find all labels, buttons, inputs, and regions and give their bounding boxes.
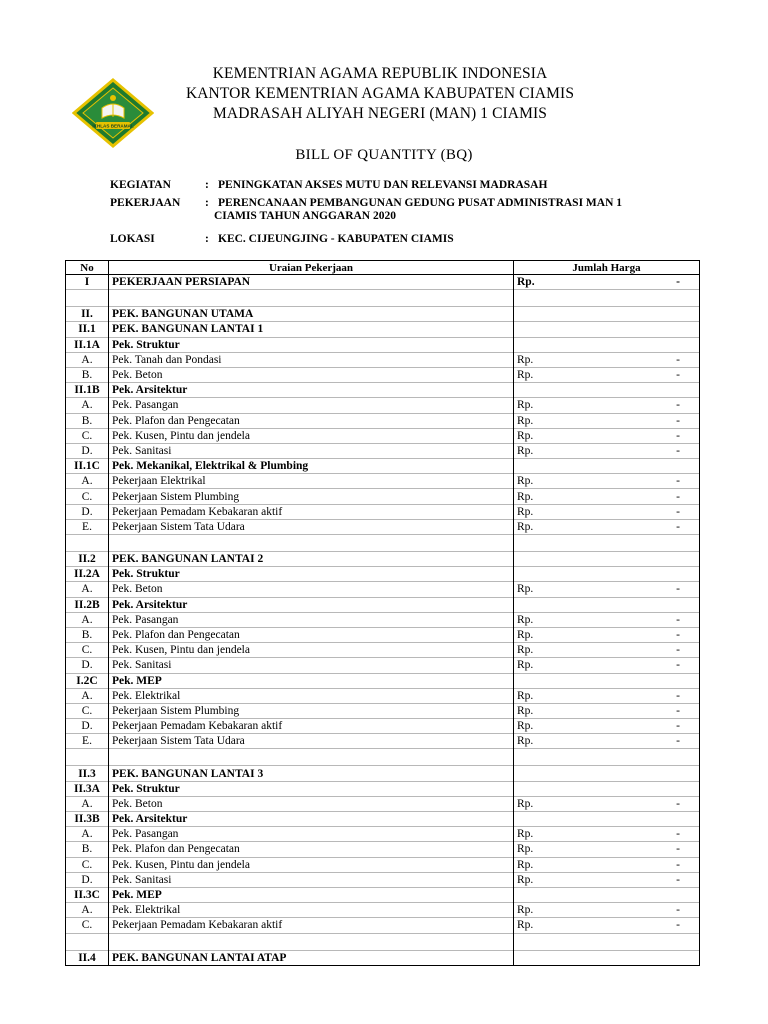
amount-value: - <box>676 583 680 596</box>
table-row <box>66 567 700 582</box>
item-description: Pek. Tanah dan Pondasi <box>109 352 514 367</box>
currency-label: Rp. <box>517 704 534 717</box>
currency-label: Rp. <box>517 399 534 412</box>
item-amount <box>514 673 700 688</box>
table-row <box>66 903 700 918</box>
item-description: Pek. Elektrikal <box>109 903 514 918</box>
item-number: II.1A <box>66 337 109 352</box>
currency-label: Rp. <box>517 797 534 810</box>
amount-cell <box>517 719 696 733</box>
amount-value: - <box>676 353 680 366</box>
item-amount <box>514 352 700 367</box>
item-description: Pek. Beton <box>109 582 514 597</box>
table-row <box>66 597 700 612</box>
currency-label: Rp. <box>517 873 534 886</box>
currency-label: Rp. <box>517 490 534 503</box>
amount-cell <box>517 398 696 412</box>
table-row <box>66 734 700 749</box>
item-description: Pek. Beton <box>109 367 514 382</box>
kegiatan-value: PENINGKATAN AKSES MUTU DAN RELEVANSI MADRASAH <box>218 179 548 191</box>
item-number: A. <box>66 612 109 627</box>
table-row <box>66 504 700 519</box>
item-description: Pek. Kusen, Pintu dan jendela <box>109 857 514 872</box>
item-description: Pekerjaan Sistem Plumbing <box>109 703 514 718</box>
item-number: A. <box>66 903 109 918</box>
item-amount <box>514 734 700 749</box>
item-number: D. <box>66 719 109 734</box>
item-amount <box>514 796 700 811</box>
item-description: Pek. Kusen, Pintu dan jendela <box>109 643 514 658</box>
amount-cell <box>517 414 696 428</box>
amount-cell <box>517 658 696 672</box>
item-description: PEK. BANGUNAN LANTAI ATAP <box>109 950 514 965</box>
amount-value: - <box>676 735 680 748</box>
letterhead-line-2: KANTOR KEMENTRIAN AGAMA KABUPATEN CIAMIS <box>185 85 575 102</box>
amount-value: - <box>676 843 680 856</box>
item-number: D. <box>66 872 109 887</box>
item-amount <box>514 459 700 474</box>
table-row <box>66 383 700 398</box>
amount-cell <box>517 704 696 718</box>
currency-label: Rp. <box>517 659 534 672</box>
item-amount <box>514 290 700 307</box>
item-number: II.3B <box>66 812 109 827</box>
document-title: BILL OF QUANTITY (BQ) <box>295 147 473 163</box>
table-row <box>66 827 700 842</box>
item-amount <box>514 504 700 519</box>
item-number <box>66 290 109 307</box>
amount-value: - <box>676 797 680 810</box>
item-amount <box>514 322 700 337</box>
item-description: Pek. Sanitasi <box>109 658 514 673</box>
item-amount <box>514 749 700 766</box>
amount-value: - <box>676 720 680 733</box>
table-row <box>66 796 700 811</box>
item-description: Pek. Pasangan <box>109 398 514 413</box>
amount-value: - <box>676 490 680 503</box>
item-number <box>66 749 109 766</box>
item-number: E. <box>66 519 109 534</box>
column-header-jumlah-harga: Jumlah Harga <box>514 261 700 275</box>
amount-value: - <box>676 475 680 488</box>
item-amount <box>514 597 700 612</box>
item-description: Pek. Plafon dan Pengecatan <box>109 842 514 857</box>
item-number: I <box>66 275 109 290</box>
currency-label: Rp. <box>517 353 534 366</box>
currency-label: Rp. <box>517 613 534 626</box>
item-description: Pek. Arsitektur <box>109 597 514 612</box>
amount-cell <box>517 797 696 811</box>
column-header-no: No <box>66 261 109 275</box>
colon: : <box>205 233 209 245</box>
item-amount <box>514 474 700 489</box>
table-row <box>66 367 700 382</box>
item-amount <box>514 383 700 398</box>
item-description: Pek. Struktur <box>109 337 514 352</box>
amount-cell <box>517 873 696 887</box>
item-description: Pek. Pasangan <box>109 612 514 627</box>
amount-value: - <box>676 644 680 657</box>
item-amount <box>514 367 700 382</box>
table-row <box>66 352 700 367</box>
currency-label: Rp. <box>517 629 534 642</box>
table-row <box>66 612 700 627</box>
amount-cell <box>517 520 696 534</box>
currency-label: Rp. <box>517 414 534 427</box>
colon: : <box>205 197 209 209</box>
table-row <box>66 627 700 642</box>
amount-cell <box>517 474 696 488</box>
table-body <box>66 275 700 966</box>
item-amount <box>514 582 700 597</box>
currency-label: Rp. <box>517 919 534 932</box>
item-amount <box>514 307 700 322</box>
amount-cell <box>517 444 696 458</box>
item-description: Pekerjaan Pemadam Kebakaran aktif <box>109 719 514 734</box>
item-number: B. <box>66 413 109 428</box>
table-row <box>66 643 700 658</box>
amount-cell <box>517 643 696 657</box>
amount-cell <box>517 429 696 443</box>
currency-label: Rp. <box>517 828 534 841</box>
currency-label: Rp. <box>517 583 534 596</box>
table-row <box>66 703 700 718</box>
currency-label: Rp. <box>517 369 534 382</box>
currency-label: Rp. <box>517 505 534 518</box>
table-row <box>66 812 700 827</box>
table-row <box>66 688 700 703</box>
item-number: II.2A <box>66 567 109 582</box>
item-number <box>66 535 109 552</box>
colon: : <box>205 179 209 191</box>
item-number: II.1 <box>66 322 109 337</box>
item-amount <box>514 842 700 857</box>
table-row <box>66 552 700 567</box>
letterhead-line-1: KEMENTRIAN AGAMA REPUBLIK INDONESIA <box>212 65 548 82</box>
letterhead <box>160 64 600 124</box>
amount-value: - <box>676 659 680 672</box>
table-row <box>66 918 700 933</box>
item-description: PEK. BANGUNAN LANTAI 2 <box>109 552 514 567</box>
item-number: B. <box>66 842 109 857</box>
item-description: Pek. Arsitektur <box>109 812 514 827</box>
item-description: Pek. MEP <box>109 673 514 688</box>
item-description <box>109 933 514 950</box>
bill-of-quantity-table <box>65 260 700 966</box>
item-amount <box>514 658 700 673</box>
table-row <box>66 337 700 352</box>
amount-cell <box>517 734 696 748</box>
item-amount <box>514 827 700 842</box>
item-description: Pek. Struktur <box>109 567 514 582</box>
item-amount <box>514 519 700 534</box>
item-amount <box>514 643 700 658</box>
table-row <box>66 673 700 688</box>
currency-label: Rp. <box>517 720 534 733</box>
item-description: Pekerjaan Pemadam Kebakaran aktif <box>109 504 514 519</box>
item-number: II.2B <box>66 597 109 612</box>
item-amount <box>514 703 700 718</box>
table-row <box>66 474 700 489</box>
table-row-spacer <box>66 933 700 950</box>
table-row <box>66 519 700 534</box>
table-row <box>66 719 700 734</box>
table-row <box>66 428 700 443</box>
table-row-spacer <box>66 749 700 766</box>
item-amount <box>514 443 700 458</box>
item-description: PEKERJAAN PERSIAPAN <box>109 275 514 290</box>
currency-label: Rp. <box>517 904 534 917</box>
item-number: A. <box>66 827 109 842</box>
amount-value: - <box>676 828 680 841</box>
item-description: Pekerjaan Elektrikal <box>109 474 514 489</box>
currency-label: Rp. <box>517 858 534 871</box>
amount-value: - <box>676 629 680 642</box>
item-number: C. <box>66 857 109 872</box>
item-amount <box>514 535 700 552</box>
item-amount <box>514 887 700 902</box>
amount-cell <box>517 903 696 917</box>
amount-value: - <box>676 704 680 717</box>
item-number: B. <box>66 627 109 642</box>
item-amount <box>514 950 700 965</box>
item-amount <box>514 781 700 796</box>
amount-cell <box>517 368 696 382</box>
item-amount <box>514 612 700 627</box>
item-number: D. <box>66 504 109 519</box>
item-number: II. <box>66 307 109 322</box>
item-description: Pek. Struktur <box>109 781 514 796</box>
item-number: II.3C <box>66 887 109 902</box>
item-description: Pek. Elektrikal <box>109 688 514 703</box>
item-amount <box>514 766 700 781</box>
item-description: PEK. BANGUNAN LANTAI 1 <box>109 322 514 337</box>
item-number: D. <box>66 443 109 458</box>
pekerjaan-value-line-1: PERENCANAAN PEMBANGUNAN GEDUNG PUSAT ADMINISTRASI MAN 1 <box>218 197 623 209</box>
table-row <box>66 307 700 322</box>
table-row <box>66 443 700 458</box>
item-number: C. <box>66 918 109 933</box>
item-number: A. <box>66 796 109 811</box>
column-header-uraian: Uraian Pekerjaan <box>109 261 514 275</box>
item-description <box>109 290 514 307</box>
item-description: Pek. Plafon dan Pengecatan <box>109 627 514 642</box>
item-amount <box>514 567 700 582</box>
pekerjaan-label: PEKERJAAN <box>110 197 181 209</box>
item-number: E. <box>66 734 109 749</box>
item-description: Pekerjaan Sistem Tata Udara <box>109 519 514 534</box>
item-number: A. <box>66 474 109 489</box>
item-amount <box>514 918 700 933</box>
table-row <box>66 489 700 504</box>
amount-value: - <box>676 858 680 871</box>
item-amount <box>514 413 700 428</box>
amount-cell <box>517 858 696 872</box>
lokasi-label: LOKASI <box>110 233 155 245</box>
item-amount <box>514 719 700 734</box>
item-description: PEK. BANGUNAN LANTAI 3 <box>109 766 514 781</box>
table-row <box>66 781 700 796</box>
item-number <box>66 933 109 950</box>
item-description: Pek. Arsitektur <box>109 383 514 398</box>
table-row <box>66 398 700 413</box>
item-amount <box>514 933 700 950</box>
item-description: Pek. Beton <box>109 796 514 811</box>
item-amount <box>514 857 700 872</box>
item-amount <box>514 872 700 887</box>
currency-label: Rp. <box>517 444 534 457</box>
amount-value: - <box>676 414 680 427</box>
amount-value: - <box>676 429 680 442</box>
item-number: II.2 <box>66 552 109 567</box>
item-description: Pek. Kusen, Pintu dan jendela <box>109 428 514 443</box>
item-number: II.4 <box>66 950 109 965</box>
table-row <box>66 582 700 597</box>
table-row <box>66 842 700 857</box>
item-number: II.3A <box>66 781 109 796</box>
amount-cell <box>517 613 696 627</box>
amount-value: - <box>676 399 680 412</box>
amount-value: - <box>676 505 680 518</box>
amount-cell <box>517 918 696 932</box>
item-number: D. <box>66 658 109 673</box>
item-amount <box>514 552 700 567</box>
table-row <box>66 872 700 887</box>
amount-value: - <box>676 919 680 932</box>
item-amount <box>514 812 700 827</box>
item-amount <box>514 428 700 443</box>
item-description: Pek. Mekanikal, Elektrikal & Plumbing <box>109 459 514 474</box>
letterhead-line-3: MADRASAH ALIYAH NEGERI (MAN) 1 CIAMIS <box>213 105 547 122</box>
item-description: Pek. Sanitasi <box>109 443 514 458</box>
item-number: C. <box>66 643 109 658</box>
item-description <box>109 749 514 766</box>
item-amount <box>514 275 700 290</box>
item-number: A. <box>66 398 109 413</box>
item-number: I.2C <box>66 673 109 688</box>
amount-cell <box>517 505 696 519</box>
table-row <box>66 950 700 965</box>
table-row <box>66 413 700 428</box>
amount-cell <box>517 275 696 289</box>
currency-label: Rp. <box>517 644 534 657</box>
pekerjaan-value-line-2: CIAMIS TAHUN ANGGARAN 2020 <box>214 210 396 222</box>
item-number: C. <box>66 703 109 718</box>
kegiatan-label: KEGIATAN <box>110 179 171 191</box>
item-number: II.1B <box>66 383 109 398</box>
item-number: C. <box>66 428 109 443</box>
item-amount <box>514 903 700 918</box>
table-row <box>66 459 700 474</box>
amount-value: - <box>676 689 680 702</box>
currency-label: Rp. <box>517 520 534 533</box>
kemenag-logo <box>72 78 154 148</box>
item-description: Pek. Pasangan <box>109 827 514 842</box>
amount-cell <box>517 827 696 841</box>
logo-motto: IKHLAS BERAMAL <box>92 123 134 129</box>
amount-cell <box>517 689 696 703</box>
amount-value: - <box>676 613 680 626</box>
item-amount <box>514 627 700 642</box>
amount-cell <box>517 842 696 856</box>
table-row <box>66 658 700 673</box>
amount-value: - <box>676 369 680 382</box>
amount-value: - <box>676 276 680 289</box>
amount-value: - <box>676 873 680 886</box>
table-row <box>66 275 700 290</box>
amount-cell <box>517 490 696 504</box>
item-number: B. <box>66 367 109 382</box>
currency-label: Rp. <box>517 475 534 488</box>
item-amount <box>514 337 700 352</box>
table-header-row <box>66 261 700 275</box>
currency-label: Rp. <box>517 276 535 289</box>
table-row-spacer <box>66 290 700 307</box>
amount-value: - <box>676 520 680 533</box>
item-number: A. <box>66 582 109 597</box>
amount-value: - <box>676 444 680 457</box>
table-row-spacer <box>66 535 700 552</box>
lokasi-value: KEC. CIJEUNGJING - KABUPATEN CIAMIS <box>218 233 454 245</box>
item-amount <box>514 398 700 413</box>
amount-value: - <box>676 904 680 917</box>
amount-cell <box>517 582 696 596</box>
item-description <box>109 535 514 552</box>
currency-label: Rp. <box>517 689 534 702</box>
table-row <box>66 766 700 781</box>
item-amount <box>514 688 700 703</box>
item-description: Pekerjaan Sistem Plumbing <box>109 489 514 504</box>
table-row <box>66 857 700 872</box>
item-description: Pek. Plafon dan Pengecatan <box>109 413 514 428</box>
item-number: II.3 <box>66 766 109 781</box>
item-description: Pekerjaan Sistem Tata Udara <box>109 734 514 749</box>
item-number: A. <box>66 352 109 367</box>
amount-cell <box>517 628 696 642</box>
item-number: A. <box>66 688 109 703</box>
item-number: II.1C <box>66 459 109 474</box>
item-description: Pek. MEP <box>109 887 514 902</box>
item-description: Pek. Sanitasi <box>109 872 514 887</box>
currency-label: Rp. <box>517 735 534 748</box>
item-description: PEK. BANGUNAN UTAMA <box>109 307 514 322</box>
item-description: Pekerjaan Pemadam Kebakaran aktif <box>109 918 514 933</box>
table-row <box>66 322 700 337</box>
currency-label: Rp. <box>517 843 534 856</box>
currency-label: Rp. <box>517 429 534 442</box>
item-number: C. <box>66 489 109 504</box>
table-row <box>66 887 700 902</box>
amount-cell <box>517 353 696 367</box>
item-amount <box>514 489 700 504</box>
